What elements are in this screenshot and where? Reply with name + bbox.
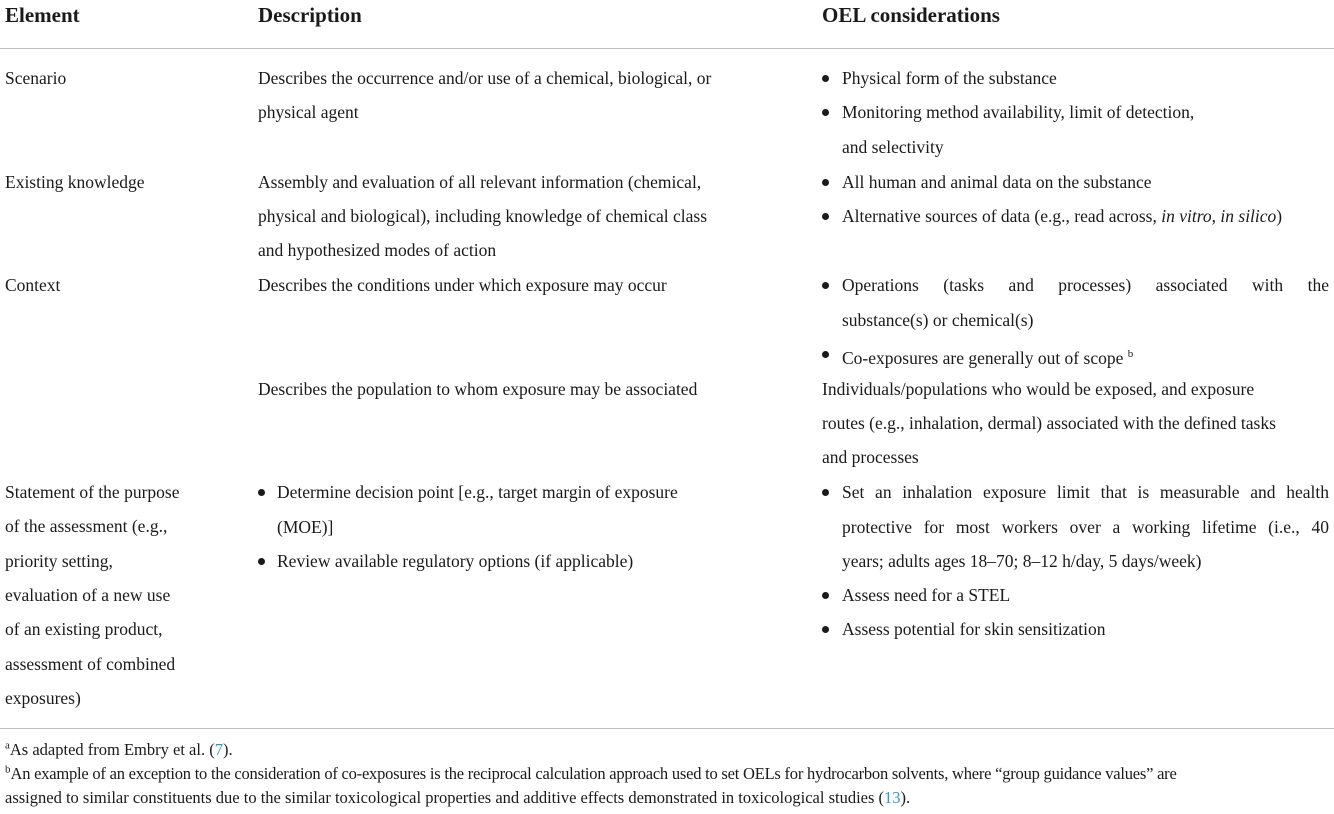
footnote-text: ). [222,740,233,759]
bullet-text [842,337,1133,375]
text-span: Co-exposures are generally out of scope [842,347,1124,368]
oel-text-line: routes (e.g., inhalation, dermal) associated with the defined tasks [822,413,1276,433]
bullet-text: Physical form of the substance [842,68,1057,88]
bullet-text: Determine decision point [e.g., target margin of exposure [277,482,678,502]
reference-link[interactable]: 13 [884,788,901,807]
row-element: Scenario [5,68,67,88]
row-element-line: priority setting, [5,551,113,571]
header-oel-considerations: OEL considerations [822,3,1000,27]
row-element-line: exposures) [5,688,81,708]
footnote-mark: a [5,739,10,752]
italic-term: in silico [1220,206,1277,226]
header-description: Description [258,3,362,27]
bullet-text [842,199,1282,234]
italic-term: in vitro [1161,206,1212,226]
bullet-text: All human and animal data on the substance [842,172,1152,192]
footnote-text: As adapted from Embry et al. ( [9,740,215,759]
row-description-line: Describes the occurrence and/or use of a chemical, biological, or [258,68,712,88]
footnote-text: assigned to similar constituents due to the similar toxicological properties and additive effects demonstrated in toxicological studies ( [5,788,885,807]
bullet-text: Review available regulatory options (if applicable) [277,551,634,571]
header-element: Element [5,3,80,27]
oel-text-line: and processes [822,447,919,467]
bullet-text: protective for most workers over a working lifetime (i.e., 40 [842,516,1329,537]
text-span: Alternative sources of data (e.g., read across, [842,206,1162,226]
table-header [0,0,1334,49]
bullet-text: Monitoring method availability, limit of detection, [842,102,1195,122]
row-description-line: physical agent [258,102,359,122]
bullet-text: (MOE)] [277,516,334,537]
row-element: Existing knowledge [5,172,145,192]
row-element-line: of an existing product, [5,619,163,639]
row-description-line: Describes the population to whom exposure may be associated [258,379,698,399]
footnote-mark: b [5,763,11,776]
row-element: Context [5,275,61,295]
row-element-line: assessment of combined [5,654,176,674]
bullet-text: years; adults ages 18–70; 8–12 h/day, 5 days/week) [842,551,1202,571]
reference-link[interactable]: 7 [214,740,223,759]
bullet-text: and selectivity [842,136,944,157]
row-element-line: of the assessment (e.g., [5,516,168,536]
footnote-mark: b [1127,348,1134,360]
text-span: ) [1276,206,1283,226]
table-footer-divider [0,728,1334,729]
footnote-b-continued [5,786,910,809]
bullet-text: Operations (tasks and processes) associated with the [842,275,1329,295]
footnote-b [5,762,1177,785]
bullet-text: Set an inhalation exposure limit that is measurable and health [842,482,1329,502]
footnote-text: ). [900,788,911,807]
text-span: , [1211,206,1221,226]
oel-text-line: Individuals/populations who would be exposed, and exposure [822,379,1255,399]
bullet-text: substance(s) or chemical(s) [842,309,1034,330]
row-element-line: evaluation of a new use [5,585,171,605]
row-element-line: Statement of the purpose [5,482,180,502]
footnote-a [5,738,233,761]
row-description-line: Assembly and evaluation of all relevant information (chemical, [258,172,702,192]
row-description-line: and hypothesized modes of action [258,240,497,260]
footnote-text: An example of an exception to the consideration of co-exposures is the reciprocal calculation approach used to set OELs for hydrocarbon solvents, where “group guidance values” are [10,764,1177,783]
bullet-text: Assess need for a STEL [842,585,1011,605]
row-description-line: Describes the conditions under which exposure may occur [258,275,667,295]
bullet-text: Assess potential for skin sensitization [842,619,1106,639]
row-description-line: physical and biological), including knowledge of chemical class [258,206,708,226]
